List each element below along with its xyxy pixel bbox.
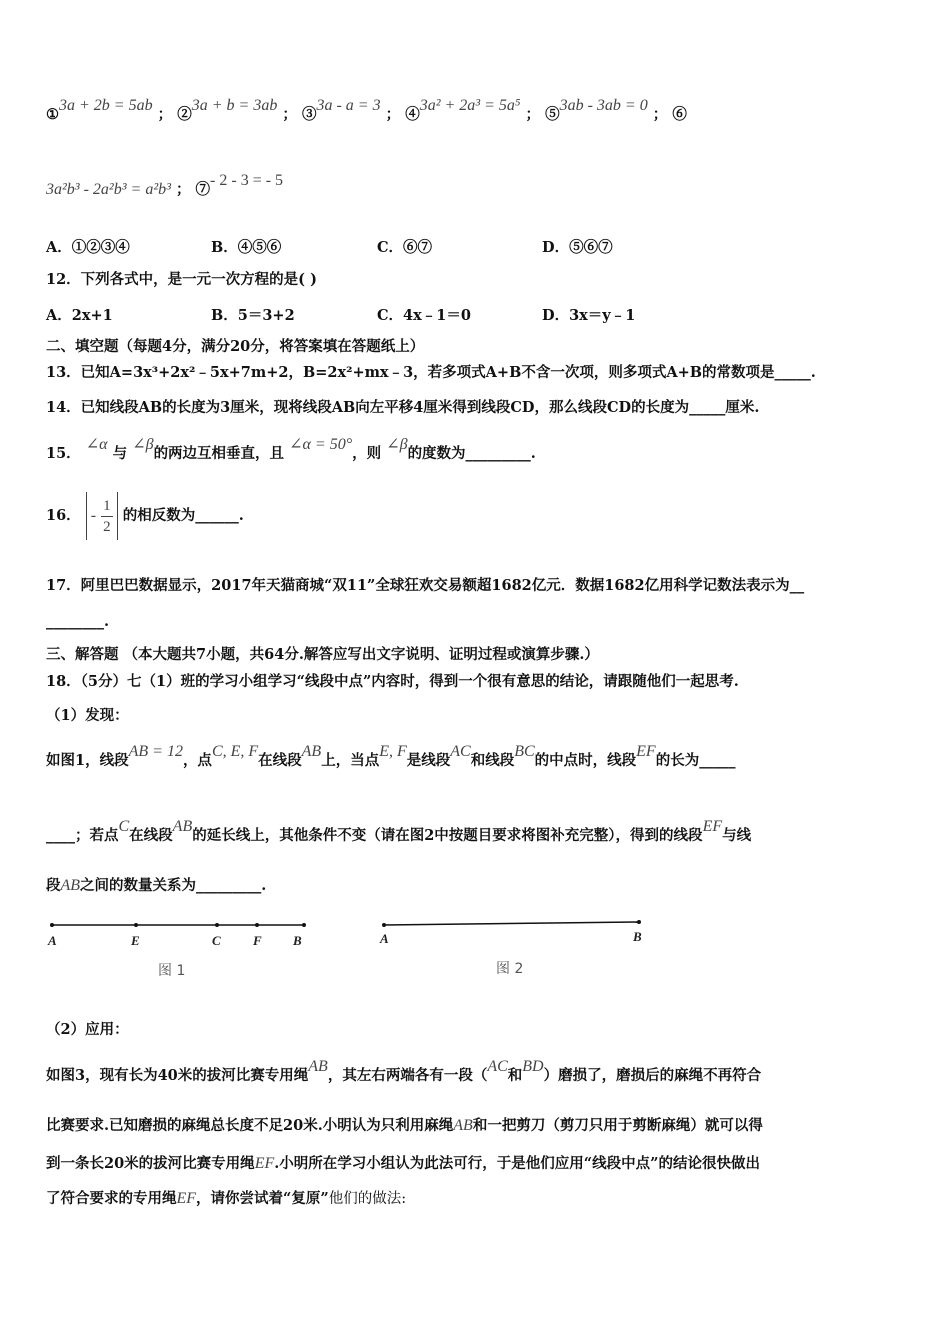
q18-line-5	[46, 1116, 763, 1136]
q15-t1: 与	[112, 445, 128, 462]
q11-item-3-num: ③	[301, 106, 317, 123]
q11-item-4-num: ④	[405, 106, 420, 123]
q18-l1-text-g: 的中点时，线段	[534, 752, 637, 769]
q11-item-3-expr: 3a - a = 3	[316, 97, 381, 114]
q11-item-1-num: ①	[46, 106, 59, 123]
q15-num: 15．	[46, 445, 81, 462]
q18-stem: 18．（5分）七（1）班的学习小组学习“线段中点”内容时，得到一个很有意思的结论，请跟随他们一起思考.	[46, 673, 739, 690]
section-2-heading: 二、填空题（每题4分，满分20分，将答案填在答题纸上）	[46, 338, 425, 355]
q12-option-b: B．5＝3+2	[211, 307, 295, 324]
q18-l4-math-2: AC	[487, 1058, 508, 1075]
q11-item-6-num: ⑥	[672, 106, 687, 123]
q15-line	[46, 436, 536, 464]
q18-l3-math-1: AB	[60, 877, 81, 894]
q11-item-7-expr: - 2 - 3 = - 5	[210, 172, 284, 189]
q16-fraction	[101, 496, 113, 537]
figure-1-point-a: A	[48, 933, 57, 948]
q18-l1-math-1: AB = 12	[128, 743, 183, 760]
q15-t2: 的两边互相垂直，且	[153, 445, 285, 462]
q18-l1-text-b: ，点	[182, 752, 212, 769]
q18-l6-math-1: EF	[254, 1155, 275, 1172]
q18-line-3	[46, 876, 266, 896]
q15-beta-2: ∠β	[386, 436, 408, 453]
q18-l4-text-c: 和	[507, 1067, 523, 1084]
q18-l1-math-2: C, E, F	[211, 743, 259, 760]
q18-l6-text-b: .小明所在学习小组认为此法可行，于是他们应用“线段中点”的结论很快做出	[274, 1155, 760, 1172]
q18-l1-text-a: 如图1，线段	[46, 752, 129, 769]
q18-l1-text-c: 在线段	[258, 752, 302, 769]
q18-l2-math-3: EF	[702, 818, 723, 835]
figure-1-point-e: E	[131, 933, 140, 948]
q18-l2-text-c: 的延长线上，其他条件不变（请在图2中按题目要求将图补充完整），得到的线段	[192, 827, 703, 844]
q18-line-7	[46, 1189, 406, 1209]
q18-l7-text-a: 了符合要求的专用绳	[46, 1190, 177, 1207]
q18-l4-text-d: ）磨损了，磨损后的麻绳不再符合	[543, 1067, 762, 1084]
q16-absolute-value	[86, 492, 118, 540]
q18-l2-text-a: ____；若点	[46, 827, 119, 844]
q18-l4-math-3: BD	[522, 1058, 544, 1075]
q18-part2-title: （2）应用：	[46, 1021, 129, 1038]
q15-t3: ，则	[352, 445, 382, 462]
q11-row-1	[46, 97, 687, 125]
q18-l2-text-b: 在线段	[129, 827, 173, 844]
q16-tail: 的相反数为______.	[122, 507, 244, 524]
figure-2-caption: 图 2	[496, 961, 524, 977]
q18-l4-math-1: AB	[308, 1058, 328, 1075]
q12-option-c: C．4x﹣1＝0	[377, 307, 471, 324]
figure-1-point-c: C	[212, 933, 221, 948]
q11-option-a: A．①②③④	[46, 239, 130, 256]
q18-l1-math-7: EF	[636, 743, 656, 760]
q11-item-4-expr: 3a² + 2a³ = 5a⁵	[419, 97, 521, 114]
q18-l3-text-a: 段	[46, 877, 61, 894]
q18-l4-text-a: 如图3，现有长为40米的拔河比赛专用绳	[46, 1067, 309, 1084]
q18-l1-text-h: 的长为_____	[655, 752, 736, 769]
q11-sep: ；	[385, 106, 401, 123]
q15-t4: 的度数为_________.	[407, 445, 536, 462]
figure-1-caption: 图 1	[158, 963, 186, 979]
q11-item-2-num: ②	[177, 106, 192, 123]
figure-2-point-a: A	[380, 931, 389, 946]
q18-l7-text-c: 他们的做法:	[328, 1191, 407, 1207]
q18-l7-text-b: ，请你尝试着“复原”	[196, 1190, 329, 1207]
q18-line-4	[46, 1058, 762, 1086]
q18-l5-math-1: AB	[453, 1117, 473, 1134]
q18-l4-text-b: ，其左右两端各有一段（	[327, 1067, 488, 1084]
q18-l2-math-1: C	[118, 818, 130, 835]
q11-row-2	[46, 172, 284, 200]
q18-l7-math-1: EF	[176, 1190, 197, 1207]
q11-option-c: C．⑥⑦	[377, 239, 433, 256]
q13-text: 13．已知A=3x³+2x²﹣5x+7m+2，B=2x²+mx﹣3，若多项式A+B不含一次项，则多项式A+B的常数项是_____.	[46, 364, 816, 381]
q11-item-7-num: ⑦	[195, 181, 211, 198]
q18-l6-text-a: 到一条长20米的拔河比赛专用绳	[46, 1155, 255, 1172]
q16-minus: -	[90, 507, 97, 524]
q14-text: 14．已知线段AB的长度为3厘米，现将线段AB向左平移4厘米得到线段CD，那么线段CD的长度为_____厘米.	[46, 399, 760, 416]
figure-1-segment	[46, 918, 316, 932]
q11-item-2-expr: 3a + b = 3ab	[191, 97, 278, 114]
q18-l2-text-d: 与线	[722, 827, 752, 844]
q18-line-6	[46, 1154, 760, 1174]
q17-line-2: ________.	[46, 613, 110, 630]
section-3-heading: 三、解答题 （本大题共7小题，共64分.解答应写出文字说明、证明过程或演算步骤.）	[46, 646, 599, 663]
q11-sep: ；	[282, 106, 297, 123]
q15-alpha: ∠α	[85, 436, 108, 453]
q18-l3-text-b: 之间的数量关系为_________.	[80, 877, 267, 894]
q11-sep: ；	[652, 106, 668, 123]
q18-line-2	[46, 818, 752, 846]
q18-l1-text-d: 上，当点	[321, 752, 380, 769]
q12-option-a: A．2x+1	[46, 307, 113, 324]
q18-l1-math-6: BC	[514, 743, 535, 760]
figure-1-point-b: B	[293, 933, 302, 948]
q18-l5-text-b: 和一把剪刀（剪刀只用于剪断麻绳）就可以得	[472, 1117, 763, 1134]
q16-denominator: 2	[103, 518, 111, 535]
q11-sep: ；	[157, 106, 173, 123]
q11-option-b: B．④⑤⑥	[211, 239, 282, 256]
q11-item-5-expr: 3ab - 3ab = 0	[559, 97, 648, 114]
q11-sep: ；	[175, 181, 191, 198]
q16-line	[46, 492, 244, 540]
q16-num: 16．	[46, 507, 81, 524]
q15-beta: ∠β	[132, 436, 154, 453]
q18-l1-text-f: 和线段	[470, 752, 515, 769]
q11-item-5-num: ⑤	[545, 106, 560, 123]
q16-numerator: 1	[101, 496, 113, 517]
q18-l5-text-a: 比赛要求.已知磨损的麻绳总长度不足20米.小明认为只利用麻绳	[46, 1117, 454, 1134]
q12-stem: 12．下列各式中，是一元一次方程的是( )	[46, 271, 317, 288]
figure-2-point-b: B	[633, 929, 642, 944]
q15-condition: ∠α = 50°	[289, 436, 353, 453]
q18-part1-title: （1）发现：	[46, 707, 129, 724]
q11-item-6-expr: 3a²b³ - 2a²b³ = a²b³	[46, 181, 171, 198]
q18-l1-math-5: AC	[450, 743, 471, 760]
q12-option-d: D．3x＝y﹣1	[542, 307, 636, 324]
q18-l1-math-4: E, F	[379, 743, 407, 760]
q11-item-1-expr: 3a + 2b = 5ab	[59, 97, 153, 114]
q11-sep: ；	[525, 106, 540, 123]
q18-l2-math-2: AB	[172, 818, 193, 835]
q18-l1-math-3: AB	[301, 743, 322, 760]
q18-l1-text-e: 是线段	[406, 752, 451, 769]
figure-2-segment	[378, 916, 648, 930]
figure-1-point-f: F	[253, 933, 262, 948]
q11-option-d: D．⑤⑥⑦	[542, 239, 613, 256]
q18-line-1	[46, 743, 736, 771]
q17-line-1: 17．阿里巴巴数据显示，2017年天猫商城“双11”全球狂欢交易额超1682亿元．数据1682亿用科学记数法表示为__	[46, 577, 805, 594]
